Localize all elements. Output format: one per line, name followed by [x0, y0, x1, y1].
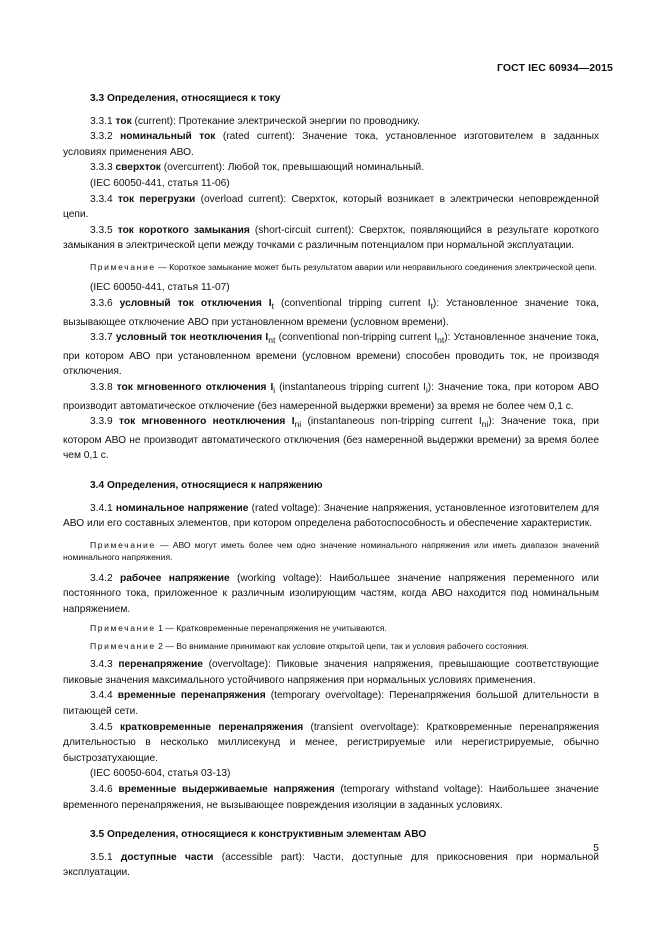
reference-3-3-3: (IEC 60050-441, статья 11-06): [90, 177, 230, 189]
document-code-header: ГОСТ IEC 60934—2015: [496, 62, 613, 74]
reference-3-3-5: (IEC 60050-441, статья 11-07): [90, 282, 230, 294]
definition-3-3-7: 3.3.7 условный ток неотключения $I_{nt}$ (conventional non-tripping current $I_{nt}$): Установленное значение тока, при котором АВО при установленном времени (условном времени) способен проводить ток, не производя отключения.: [63, 332, 599, 378]
reference-3-4-5: (IEC 60050-604, статья 03-13): [90, 768, 231, 780]
definition-3-4-1: 3.4.1 номинальное напряжение (rated voltage): Значение напряжения, установленное изготовителем для АВО или его составных элементов, при котором определена работоспособность и обеспечение характеристик.: [63, 502, 599, 530]
definition-3-5-1: 3.5.1 доступные части (accessible part): Части, доступные для прикосновения при нормальной эксплуатации.: [63, 851, 599, 879]
definition-3-3-2: 3.3.2 номинальный ток (rated current): Значение тока, установленное изготовителем в заданных условиях применения АВО.: [63, 131, 599, 158]
section-title-3-4: 3.4 Определения, относящиеся к напряжению: [90, 480, 323, 491]
definition-3-3-4: 3.3.4 ток перегрузки (overload current): Сверхток, который возникает в электрически неповрежденной цепи.: [63, 193, 599, 221]
definition-3-3-8: 3.3.8 ток мгновенного отключения $I_i$ (instantaneous tripping current $I_i$): Значение тока, при котором АВО производит автоматическое отключение (без намеренной выдержки времени) за время не более чем 0,1 с.: [63, 381, 599, 412]
note-working-voltage-2: Примечание 2 — Во внимание принимают как условие открытой цепи, так и условия рабочего состояния.: [90, 640, 529, 651]
definition-3-4-2: 3.4.2 рабочее напряжение (working voltage): Наибольшее значение напряжения переменного или постоянного тока, приложенное к различным изолирующим частям, когда АВО находится под номинальным напряжением.: [63, 572, 599, 615]
note-short-circuit: Примечание — Короткое замыкание может быть результатом аварии или неправильного соединения электрической цепи.: [90, 261, 597, 272]
definition-3-3-1: 3.3.1 ток (current): Протекание электрической энергии по проводнику.: [90, 115, 420, 127]
page-number: 5: [593, 842, 599, 854]
definition-3-3-6: 3.3.6 условный ток отключения $I_t$ (conventional tripping current $I_t$): Установленное значение тока, вызывающее отключение АВО при установленном времени (условном времени).: [63, 297, 600, 328]
definition-3-3-3: 3.3.3 сверхток (overcurrent): Любой ток, превышающий номинальный.: [90, 162, 425, 174]
definition-3-4-3: 3.4.3 перенапряжение (overvoltage): Пиковые значения напряжения, превышающие соответствующие пиковые значения максимального устойчивого напряжения при нормальных условиях применения.: [63, 659, 599, 686]
page-body: [63, 91, 599, 881]
section-title-3-5: 3.5 Определения, относящиеся к конструктивным элементам АВО: [90, 829, 427, 841]
note-working-voltage-1: Примечание 1 — Кратковременные перенапряжения не учитываются.: [90, 623, 387, 634]
note-rated-voltage: Примечание — АВО могут иметь более чем одно значение номинального напряжения или иметь диапазон значений номинального напряжения.: [63, 539, 599, 563]
definition-3-4-5: 3.4.5 кратковременные перенапряжения (transient overvoltage): Кратковременные перенапряжения длительностью в несколько миллисекунд и менее, регистрируемые или нерегистрируемые, обычно быстрозатухающие.: [63, 721, 600, 764]
definition-3-4-6: 3.4.6 временные выдерживаемые напряжения (temporary withstand voltage): Наибольшее значение временного перенапряжения, не вызывающее повреждения изоляции в заданных условиях.: [63, 783, 599, 811]
definition-3-4-4: 3.4.4 временные перенапряжения (temporary overvoltage): Перенапряжения большой длительности в питающей сети.: [63, 690, 599, 717]
definition-3-3-5: 3.3.5 ток короткого замыкания (short-circuit current): Сверхток, появляющийся в результате короткого замыкания в электрической цепи между точками с различным потенциалом при нормальной эксплуатации.: [63, 224, 599, 252]
section-title-3-3: 3.3 Определения, относящиеся к току: [90, 93, 281, 104]
definition-3-3-9: 3.3.9 ток мгновенного неотключения $I_{ni}$ (instantaneous non-tripping current $I_{ni}$): Значение тока, при котором АВО не производит автоматического отключения (без намеренной выдержки времени) за время более чем 0,1 с.: [63, 416, 599, 462]
